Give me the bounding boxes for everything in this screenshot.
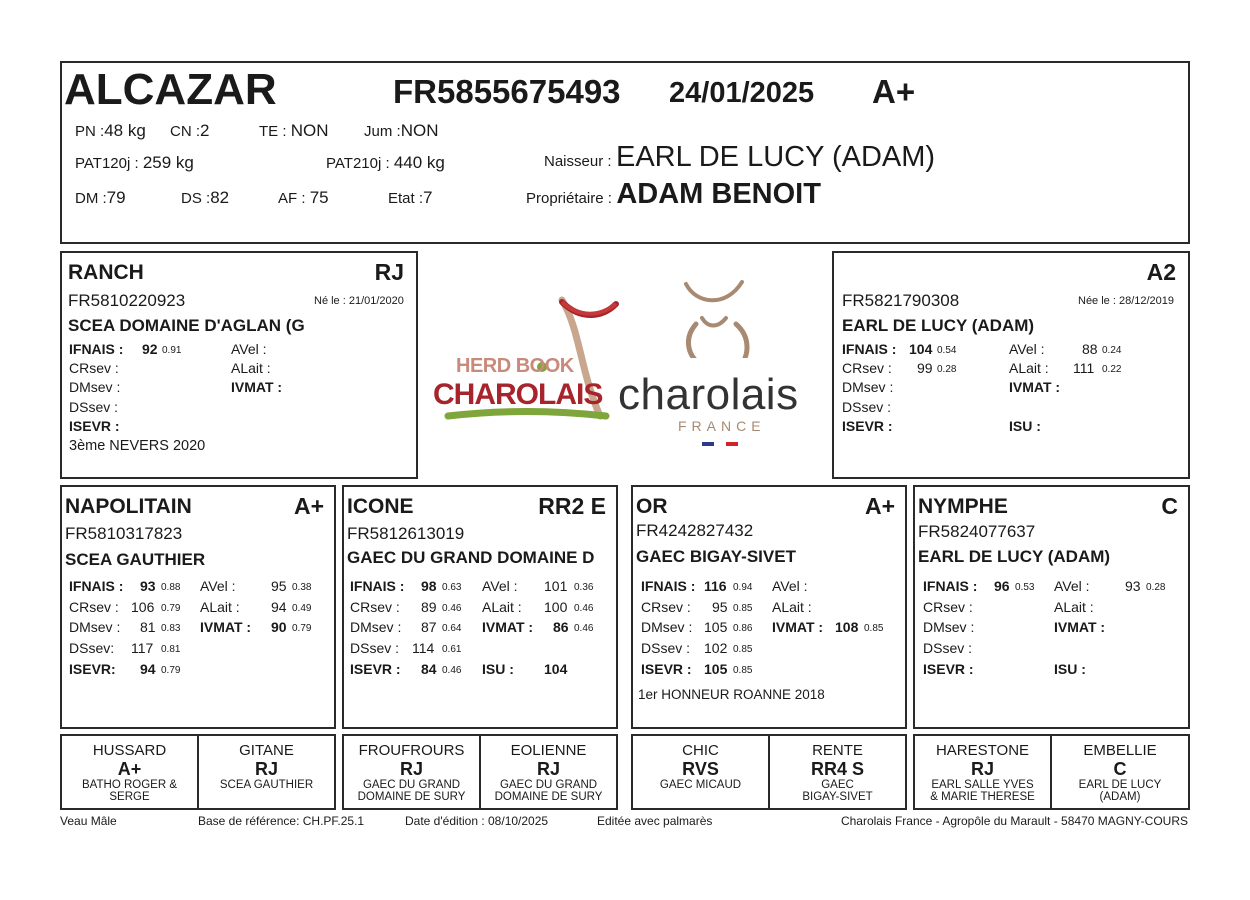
dam-panel <box>832 251 1190 479</box>
granddam-maternal-panel <box>913 485 1190 729</box>
crsev-cd: 0.79 <box>161 603 181 614</box>
dam-dmsev: DMsev : <box>842 379 894 395</box>
crsev-cd: 0.28 <box>937 364 957 375</box>
af-label: AF : <box>278 190 306 207</box>
grandsire-paternal-panel <box>60 485 336 729</box>
ds-label: DS : <box>181 190 211 207</box>
avel-value: 101 <box>544 578 568 594</box>
gp2-isevr <box>350 661 462 677</box>
etat-value: 7 <box>423 188 433 207</box>
gp1-ifnais <box>69 578 181 594</box>
dam-ifnais <box>842 341 957 357</box>
af-value: 75 <box>309 188 329 207</box>
dmsev-value: 105 <box>704 619 728 635</box>
charolais-word: charolais <box>618 370 799 419</box>
ifnais-label: IFNAIS : <box>641 578 696 594</box>
gp1-isevr <box>69 661 181 677</box>
naisseur-value: EARL DE LUCY (ADAM) <box>615 141 936 173</box>
ggp-owner-line2: DOMAINE DE SURY <box>357 791 466 803</box>
gp3-avel: AVel : <box>772 578 808 594</box>
af-field <box>278 188 329 208</box>
sire-isevr: ISEVR : <box>69 418 120 434</box>
ggp-cell <box>199 736 334 808</box>
sire-grade: RJ <box>374 259 404 285</box>
gp3-id: FR4242827432 <box>636 521 754 540</box>
ggp-owner-line1: GAEC <box>821 779 854 791</box>
ggp-grade: RJ <box>254 759 278 779</box>
footer-sex: Veau Mâle <box>60 814 117 828</box>
france-word: FRANCE <box>678 418 766 434</box>
pat120-label: PAT120j : <box>75 155 139 172</box>
sire-birth: Né le : 21/01/2020 <box>314 295 404 307</box>
gp2-dssev <box>350 640 462 656</box>
gp3-crsev <box>641 599 753 615</box>
sire-crsev: CRsev : <box>69 360 119 376</box>
dmsev-cd: 0.86 <box>733 623 753 634</box>
animal-name: ALCAZAR <box>64 65 277 114</box>
ggp-owner-line1: SCEA GAUTHIER <box>219 779 314 791</box>
ggp-grade: RVS <box>682 759 719 779</box>
pat210-value: 440 kg <box>393 153 445 172</box>
dssev-value: 102 <box>704 640 728 656</box>
proprietaire-value: ADAM BENOIT <box>616 178 821 210</box>
ivmat-cd: 0.85 <box>864 623 884 634</box>
herdbook-top-text: HERD BOOK <box>456 355 574 377</box>
gp1-name: NAPOLITAIN <box>65 495 192 518</box>
ifnais-label: IFNAIS : <box>350 578 405 594</box>
pat210-label: PAT210j : <box>326 155 390 172</box>
gp1-alait <box>200 599 312 615</box>
ivmat-label: IVMAT : <box>482 619 534 635</box>
alait-value: 111 <box>1073 360 1095 376</box>
isu-label: ISU : <box>482 661 514 677</box>
sire-palmares: 3ème NEVERS 2020 <box>69 438 206 454</box>
gp2-isu <box>482 661 568 677</box>
sire-avel: AVel : <box>231 341 267 357</box>
gp4-id: FR5824077637 <box>918 522 1036 541</box>
ggp-box-maternal-sire <box>631 734 907 810</box>
gp2-dmsev <box>350 619 462 635</box>
ggp-name: CHIC <box>682 742 719 759</box>
dssev-cd: 0.85 <box>733 644 753 655</box>
pn-field <box>75 121 146 141</box>
cn-field <box>170 121 209 141</box>
footer-organization: Charolais France - Agropôle du Marault - 58470 MAGNY-COURS <box>840 814 1188 828</box>
ivmat-value: 108 <box>835 619 859 635</box>
dam-isu: ISU : <box>1009 418 1041 434</box>
gp1-crsev <box>69 599 181 615</box>
gp3-ifnais <box>641 578 753 594</box>
sire-name: RANCH <box>68 261 144 284</box>
herdbook-logo <box>430 290 620 430</box>
crsev-label: CRsev : <box>842 360 892 376</box>
gp4-isevr: ISEVR : <box>923 661 974 677</box>
avel-label: AVel : <box>200 578 236 594</box>
ggp-cell <box>1052 736 1188 808</box>
pat210-field <box>326 153 445 173</box>
dssev-value: 117 <box>131 640 154 656</box>
gp2-breeder: GAEC DU GRAND DOMAINE D <box>347 548 595 567</box>
dam-alait <box>1009 360 1122 376</box>
jum-field <box>364 121 438 141</box>
ggp-name: EMBELLIE <box>1083 742 1157 759</box>
animal-id: FR5855675493 <box>393 73 621 110</box>
ggp-name: EOLIENNE <box>510 742 587 759</box>
crsev-label: CRsev : <box>69 599 119 615</box>
te-value: NON <box>290 121 329 140</box>
dm-value: 79 <box>106 188 126 207</box>
avel-value: 88 <box>1082 341 1098 357</box>
sire-id: FR5810220923 <box>68 291 186 310</box>
crsev-cd: 0.46 <box>442 603 462 614</box>
gp4-dssev: DSsev : <box>923 640 973 656</box>
ifnais-value: 116 <box>704 578 727 594</box>
crsev-value: 89 <box>421 599 437 615</box>
isevr-label: ISEVR : <box>641 661 692 677</box>
gp1-id: FR5810317823 <box>65 524 183 543</box>
gp1-avel <box>200 578 312 594</box>
ggp-owner-line2: SERGE <box>109 791 150 803</box>
dm-field <box>75 188 126 208</box>
ifnais-cd: 0.91 <box>162 345 182 356</box>
isevr-value: 105 <box>704 661 728 677</box>
crsev-value: 99 <box>917 360 933 376</box>
dssev-label: DSsev: <box>69 640 115 656</box>
gp3-breeder: GAEC BIGAY-SIVET <box>636 547 796 566</box>
gp2-ifnais <box>350 578 462 594</box>
isevr-cd: 0.79 <box>161 665 181 676</box>
gp2-alait <box>482 599 594 615</box>
dssev-cd: 0.61 <box>442 644 462 655</box>
alait-value: 94 <box>271 599 287 615</box>
crsev-label: CRsev : <box>641 599 691 615</box>
tricolor-flag <box>702 442 742 446</box>
ggp-owner-line2: (ADAM) <box>1099 791 1141 803</box>
ivmat-value: 86 <box>553 619 569 635</box>
pat120-field <box>75 153 194 173</box>
gp1-dssev <box>69 640 181 656</box>
naisseur-label: Naisseur : <box>544 153 612 170</box>
proprietaire-label: Propriétaire : <box>526 190 612 207</box>
gp3-ivmat <box>772 619 884 635</box>
ggp-name: HUSSARD <box>92 742 167 759</box>
gp2-id: FR5812613019 <box>347 524 465 543</box>
ggp-owner-line1: GAEC DU GRAND <box>362 779 461 791</box>
isevr-value: 84 <box>421 661 437 677</box>
gp2-avel <box>482 578 594 594</box>
avel-cd: 0.28 <box>1146 582 1166 593</box>
dam-avel <box>1009 341 1122 357</box>
pn-label: PN : <box>75 123 105 140</box>
pn-value: 48 kg <box>104 121 146 140</box>
ggp-name: HARESTONE <box>935 742 1030 759</box>
dssev-value: 114 <box>412 640 435 656</box>
alait-cd: 0.46 <box>574 603 594 614</box>
ifnais-cd: 0.94 <box>733 582 753 593</box>
ggp-grade: RJ <box>970 759 994 779</box>
alait-cd: 0.49 <box>292 603 312 614</box>
cn-value: 2 <box>200 121 210 140</box>
ggp-owner-line1: GAEC MICAUD <box>659 779 742 791</box>
ivmat-cd: 0.46 <box>574 623 594 634</box>
ds-field <box>181 188 229 208</box>
ggp-name: RENTE <box>812 742 863 759</box>
ggp-owner-line2: BIGAY-SIVET <box>802 791 873 803</box>
gp3-name: OR <box>636 495 668 518</box>
proprietaire-field <box>526 178 821 211</box>
footer-base: Base de référence: CH.PF.25.1 <box>198 814 365 828</box>
ivmat-label: IVMAT : <box>200 619 252 635</box>
footer-palmares-note: Editée avec palmarès <box>597 814 713 828</box>
gp2-grade: RR2 E <box>538 493 606 519</box>
avel-value: 95 <box>271 578 287 594</box>
ggp-grade: RJ <box>399 759 423 779</box>
ggp-cell <box>481 736 616 808</box>
isevr-label: ISEVR: <box>69 661 116 677</box>
ifnais-value: 92 <box>142 341 158 357</box>
sire-dssev: DSsev : <box>69 399 119 415</box>
gp4-ivmat: IVMAT : <box>1054 619 1106 635</box>
ggp-box-paternal-sire <box>60 734 336 810</box>
dam-isevr: ISEVR : <box>842 418 893 434</box>
ivmat-label: IVMAT : <box>772 619 824 635</box>
isevr-cd: 0.85 <box>733 665 753 676</box>
gp4-name: NYMPHE <box>918 495 1008 518</box>
gp1-grade: A+ <box>293 493 324 519</box>
ifnais-value: 96 <box>994 578 1010 594</box>
sire-alait: ALait : <box>231 360 271 376</box>
gp3-alait: ALait : <box>772 599 812 615</box>
sire-ifnais <box>69 341 182 357</box>
dam-birth: Née le : 28/12/2019 <box>1078 295 1175 307</box>
gp4-dmsev: DMsev : <box>923 619 975 635</box>
gp4-breeder: EARL DE LUCY (ADAM) <box>918 547 1111 566</box>
avel-label: AVel : <box>482 578 518 594</box>
crsev-label: CRsev : <box>350 599 400 615</box>
granddam-paternal-panel <box>342 485 618 729</box>
crsev-cd: 0.85 <box>733 603 753 614</box>
dam-crsev <box>842 360 957 376</box>
ggp-box-paternal-dam <box>342 734 618 810</box>
dmsev-cd: 0.64 <box>442 623 462 634</box>
ggp-cell <box>344 736 481 808</box>
ggp-grade: RR4 S <box>810 759 864 779</box>
ggp-owner-line1: EARL SALLE YVES <box>931 779 1034 791</box>
gp3-dssev <box>641 640 753 656</box>
ifnais-cd: 0.54 <box>937 345 957 356</box>
gp3-grade: A+ <box>864 493 895 519</box>
naisseur-field <box>544 141 935 174</box>
ifnais-cd: 0.53 <box>1015 582 1035 593</box>
dam-grade: A2 <box>1146 259 1176 285</box>
crsev-value: 95 <box>712 599 728 615</box>
alait-label: ALait : <box>1009 360 1049 376</box>
dssev-label: DSsev : <box>641 640 691 656</box>
ggp-owner-line1: GAEC DU GRAND <box>499 779 598 791</box>
dmsev-label: DMsev : <box>641 619 693 635</box>
dmsev-value: 81 <box>140 619 156 635</box>
ifnais-value: 98 <box>421 578 437 594</box>
dmsev-cd: 0.83 <box>161 623 181 634</box>
ggp-box-maternal-dam <box>913 734 1190 810</box>
jum-label: Jum : <box>364 123 401 140</box>
dmsev-label: DMsev : <box>350 619 402 635</box>
gp4-avel <box>1054 578 1166 594</box>
pat120-value: 259 kg <box>142 153 194 172</box>
ggp-name: GITANE <box>239 742 294 759</box>
etat-label: Etat : <box>388 190 424 207</box>
avel-cd: 0.36 <box>574 582 594 593</box>
dam-id: FR5821790308 <box>842 291 960 310</box>
gp4-grade: C <box>1161 493 1178 519</box>
gp1-breeder: SCEA GAUTHIER <box>65 550 206 569</box>
alait-value: 100 <box>544 599 568 615</box>
ivmat-value: 90 <box>271 619 287 635</box>
gp3-dmsev <box>641 619 753 635</box>
sire-panel <box>60 251 418 479</box>
te-field <box>259 121 328 141</box>
isevr-cd: 0.46 <box>442 665 462 676</box>
sire-ivmat: IVMAT : <box>231 379 283 395</box>
dm-label: DM : <box>75 190 107 207</box>
footer-edition-date: Date d'édition : 08/10/2025 <box>405 814 549 828</box>
dmsev-label: DMsev : <box>69 619 121 635</box>
alait-label: ALait : <box>200 599 240 615</box>
animal-grade: A+ <box>872 73 916 110</box>
ggp-cell <box>633 736 770 808</box>
gp3-isevr <box>641 661 753 677</box>
gp2-crsev <box>350 599 462 615</box>
avel-cd: 0.38 <box>292 582 312 593</box>
ggp-owner-line1: BATHO ROGER & <box>82 779 177 791</box>
ggp-grade: RJ <box>536 759 560 779</box>
alait-cd: 0.22 <box>1102 364 1122 375</box>
gp1-dmsev <box>69 619 181 635</box>
te-label: TE : <box>259 123 287 140</box>
isevr-label: ISEVR : <box>350 661 401 677</box>
ggp-grade: C <box>1113 759 1127 779</box>
dmsev-value: 87 <box>421 619 437 635</box>
gp2-ivmat <box>482 619 594 635</box>
ifnais-label: IFNAIS : <box>69 578 124 594</box>
sire-dmsev: DMsev : <box>69 379 121 395</box>
dam-ivmat: IVMAT : <box>1009 379 1061 395</box>
animal-date: 24/01/2025 <box>669 77 815 109</box>
gp4-isu: ISU : <box>1054 661 1086 677</box>
ifnais-cd: 0.88 <box>161 582 181 593</box>
gp4-ifnais <box>923 578 1035 594</box>
ifnais-label: IFNAIS : <box>842 341 897 357</box>
ifnais-label: IFNAIS : <box>923 578 978 594</box>
herdbook-main-text: CHAROLAIS <box>433 378 603 411</box>
ggp-cell <box>915 736 1052 808</box>
ggp-cell <box>770 736 905 808</box>
crsev-value: 106 <box>131 599 155 615</box>
ifnais-label: IFNAIS : <box>69 341 124 357</box>
cn-label: CN : <box>170 123 200 140</box>
ds-value: 82 <box>210 188 230 207</box>
ifnais-cd: 0.63 <box>442 582 462 593</box>
ifnais-value: 93 <box>140 578 156 594</box>
sire-breeder: SCEA DOMAINE D'AGLAN (G <box>68 316 305 335</box>
charolais-horns-icon <box>618 278 823 358</box>
ggp-grade: A+ <box>117 759 142 779</box>
dam-breeder: EARL DE LUCY (ADAM) <box>842 316 1035 335</box>
avel-label: AVel : <box>1009 341 1045 357</box>
grandsire-maternal-panel <box>631 485 907 729</box>
alait-label: ALait : <box>482 599 522 615</box>
charolais-france-logo <box>618 278 823 450</box>
avel-value: 93 <box>1125 578 1141 594</box>
ifnais-value: 104 <box>909 341 933 357</box>
etat-field <box>388 188 433 208</box>
avel-label: AVel : <box>1054 578 1090 594</box>
ggp-cell <box>62 736 199 808</box>
dam-dssev: DSsev : <box>842 399 892 415</box>
isu-value: 104 <box>544 661 568 677</box>
ivmat-cd: 0.79 <box>292 623 312 634</box>
isevr-value: 94 <box>140 661 156 677</box>
jum-value: NON <box>400 121 439 140</box>
ggp-owner-line1: EARL DE LUCY <box>1078 779 1162 791</box>
dssev-label: DSsev : <box>350 640 400 656</box>
gp4-crsev: CRsev : <box>923 599 973 615</box>
dssev-cd: 0.81 <box>161 644 181 655</box>
animal-header <box>60 61 1190 244</box>
ggp-name: FROUFROURS <box>358 742 465 759</box>
gp4-alait: ALait : <box>1054 599 1094 615</box>
gp1-ivmat <box>200 619 312 635</box>
ggp-owner-line2: DOMAINE DE SURY <box>494 791 603 803</box>
gp2-name: ICONE <box>347 495 414 518</box>
avel-cd: 0.24 <box>1102 345 1122 356</box>
gp3-palmares: 1er HONNEUR ROANNE 2018 <box>638 687 825 702</box>
ggp-owner-line2: & MARIE THERESE <box>930 791 1035 803</box>
